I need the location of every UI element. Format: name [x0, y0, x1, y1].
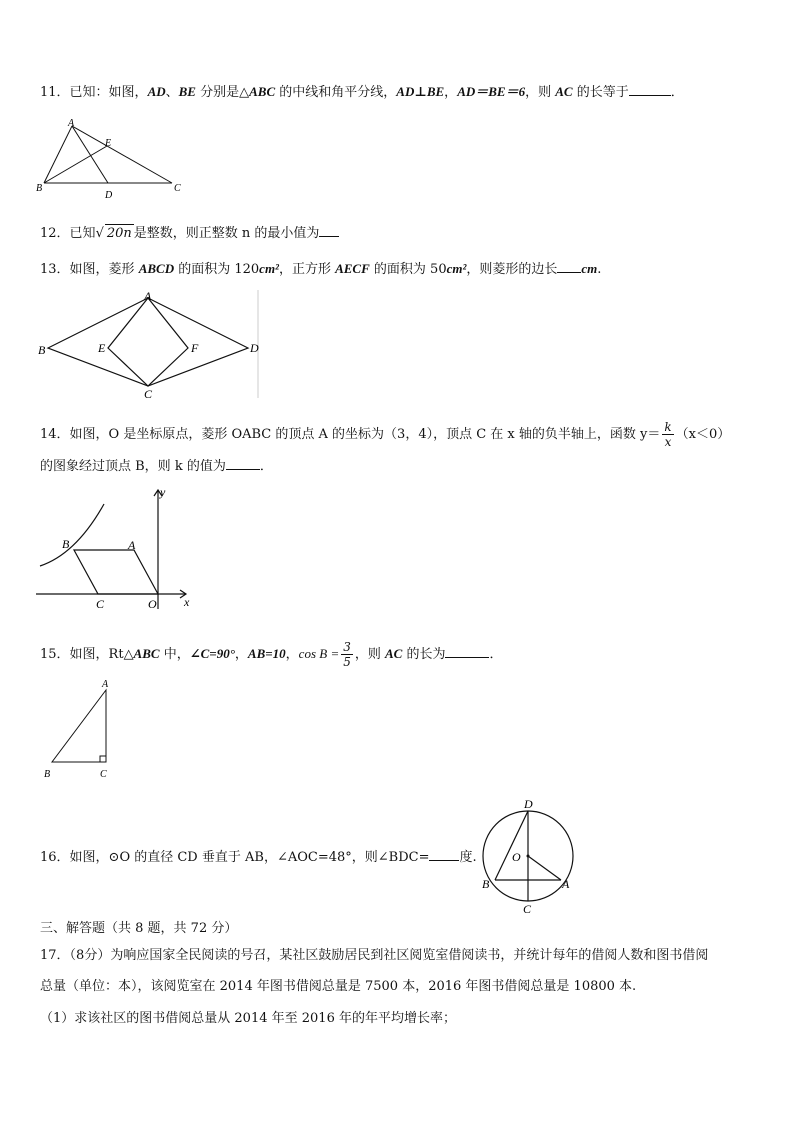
- q17-line2: 总量（单位：本），该阅览室在 2014 年图书借阅总量是 7500 本，2016 年图书借阅总量是 10800 本.: [40, 979, 637, 994]
- q15-figure: [38, 676, 128, 786]
- q11-text: 11．已知：如图，AD、BE 分别是△ABC 的中线和角平分线，AD⊥BE，AD＝BE＝6，则 AC 的长等于 ．: [40, 84, 684, 100]
- answer-blank[interactable]: [445, 645, 489, 658]
- point-label-c: C: [174, 183, 181, 194]
- point-label-f: F: [191, 341, 199, 355]
- point-label-a: A: [68, 118, 75, 129]
- point-label-c: C: [96, 597, 105, 611]
- answer-blank[interactable]: [429, 848, 459, 861]
- q13-text: 13．如图，菱形 ABCD 的面积为 120cm²，正方形 AECF 的面积为 50cm²，则菱形的边长 cm.: [40, 261, 602, 277]
- point-label-a: A: [102, 679, 109, 690]
- q12-text: 12．已知√ 20n 是整数，则正整数 n 的最小值为: [40, 224, 339, 243]
- point-label-e: E: [105, 138, 112, 149]
- q17-line1: 17．（8分）为响应国家全民阅读的号召，某社区鼓励居民到社区阅览室借阅读书，并统计每年的借阅人数和图书借阅: [40, 948, 709, 963]
- q11-figure: [32, 118, 182, 208]
- point-label-a: A: [562, 877, 570, 891]
- answer-blank[interactable]: [319, 224, 339, 237]
- point-label-a: A: [144, 289, 152, 303]
- sqrt-sign: √: [95, 226, 104, 241]
- point-label-b: B: [36, 183, 43, 194]
- q16-text: 16．如图，⊙O 的直径 CD 垂直于 AB，∠AOC=48°，则∠BDC= 度.: [40, 850, 477, 865]
- q16-figure: [478, 796, 588, 916]
- point-label-o: O: [148, 597, 157, 611]
- point-label-b: B: [38, 343, 46, 357]
- axis-label-x: x: [184, 595, 190, 609]
- answer-blank[interactable]: [226, 457, 260, 470]
- point-label-b: B: [62, 537, 70, 551]
- fraction-three-fifths: $\frac{3}{5}$: [343, 640, 351, 669]
- q15-text: 15．如图，Rt△ABC 中，∠C=90°，AB=10，cos B = $\frac{3}{5}$ ，则 AC 的长为 ．: [40, 640, 503, 669]
- point-label-c: C: [144, 387, 153, 401]
- point-label-a: A: [128, 538, 136, 552]
- q17-line3: （1）求该社区的图书借阅总量从 2014 年至 2016 年的年平均增长率；: [40, 1011, 456, 1026]
- point-label-b: B: [482, 877, 490, 891]
- fraction-k-over-x: $\frac{k}{x}$: [664, 420, 672, 449]
- point-label-d: D: [524, 797, 533, 811]
- center-dot: [527, 855, 530, 858]
- answer-blank[interactable]: [629, 83, 671, 96]
- q13-figure: [36, 290, 266, 400]
- q14-figure: [36, 484, 196, 614]
- section-heading: 三、解答题（共 8 题，共 72 分）: [40, 921, 238, 936]
- point-label-c: C: [100, 769, 107, 780]
- point-label-c: C: [523, 902, 532, 916]
- point-label-d: D: [105, 190, 113, 201]
- point-label-b: B: [44, 769, 51, 780]
- axis-label-y: y: [160, 485, 166, 499]
- answer-blank[interactable]: [557, 260, 581, 273]
- point-label-d: D: [250, 341, 259, 355]
- point-label-o: O: [512, 850, 521, 864]
- q14-line1: 14．如图，O 是坐标原点，菱形 OABC 的顶点 A 的坐标为（3，4），顶点 C 在 x 轴的负半轴上，函数 y＝ $\frac{k}{x}$ （x＜0）: [40, 420, 731, 449]
- q14-line2: 的图象经过顶点 B，则 k 的值为 ．: [40, 459, 273, 474]
- point-label-e: E: [98, 341, 106, 355]
